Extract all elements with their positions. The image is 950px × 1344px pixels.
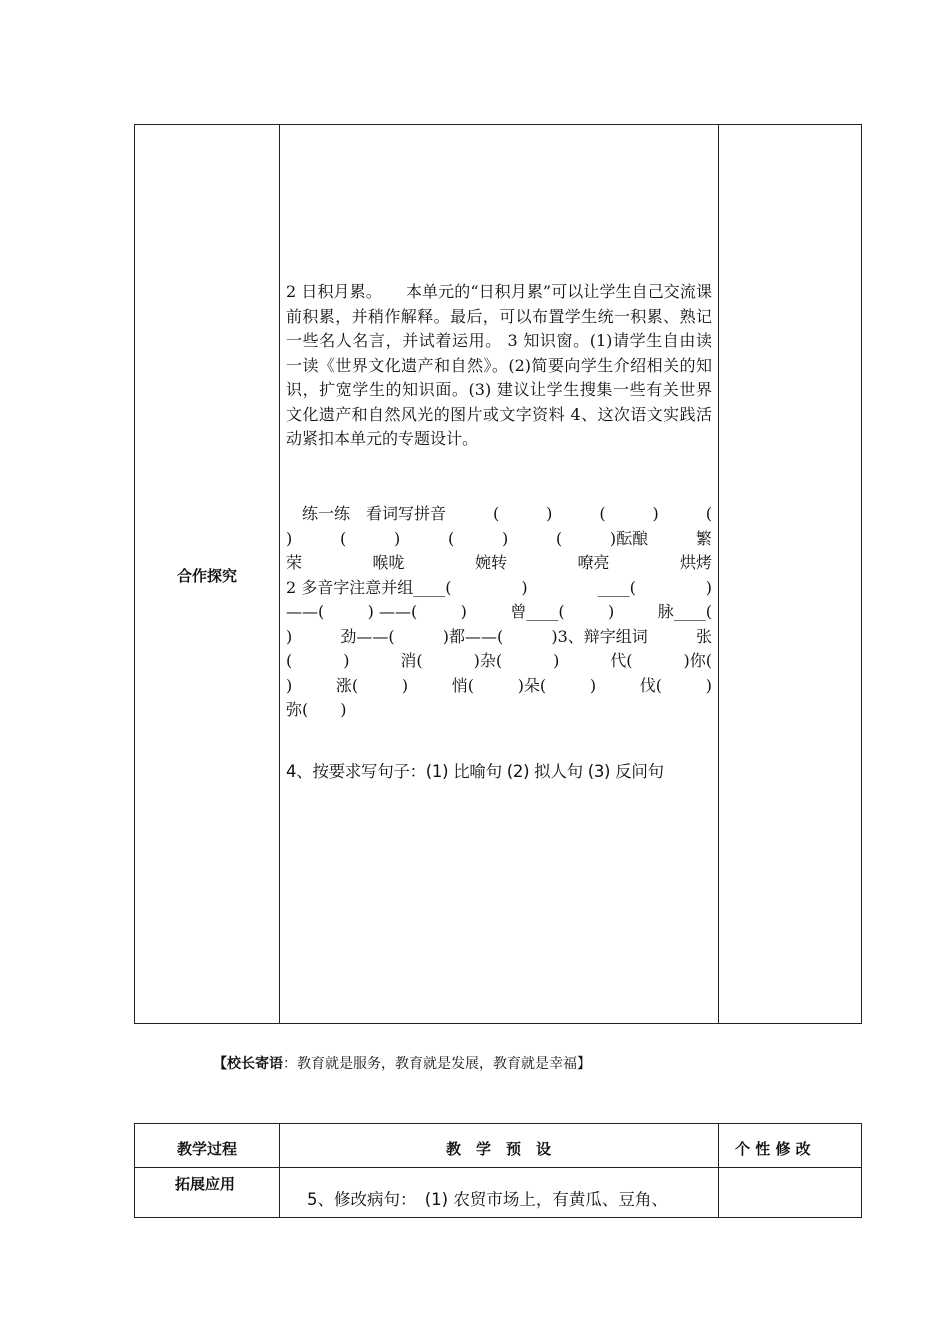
practice-segment: ) ——( xyxy=(367,602,418,621)
practice-segment: ( xyxy=(447,528,455,548)
practice-segment: ) xyxy=(501,528,509,548)
practice-segment: ( xyxy=(555,528,563,548)
column-divider xyxy=(718,125,719,1023)
practice-segment: ) xyxy=(608,602,615,621)
practice-segment: ) xyxy=(705,577,712,597)
row-content-correction: 5、修改病句： (1) 农贸市场上，有黄瓜、豆角、 xyxy=(307,1190,668,1209)
practice-segment: 悄( xyxy=(451,675,475,695)
practice-segment: ) xyxy=(393,528,401,548)
practice-segment: 伐( xyxy=(639,675,663,695)
practice-line xyxy=(286,649,712,674)
practice-segment: ) xyxy=(460,602,467,621)
practice-segment: 代( xyxy=(610,651,633,670)
column-divider xyxy=(279,125,280,1023)
header-teaching-plan: 教 学 预 设 xyxy=(445,1140,551,1158)
practice-segment: ) xyxy=(705,675,712,695)
practice-segment: ) xyxy=(652,504,659,523)
sentence-writing-task: 4、按要求写句子：(1) 比喻句 (2) 拟人句 (3) 反问句 xyxy=(286,762,664,781)
practice-segment: 嘹亮 xyxy=(577,553,610,572)
practice-segment: )你( xyxy=(683,651,712,670)
column-divider xyxy=(718,1124,719,1217)
practice-segment: ) xyxy=(286,675,293,695)
practice-segment: 曾____( xyxy=(510,602,565,621)
motto-text: ：教育就是服务，教育就是发展，教育就是幸福】 xyxy=(283,1056,591,1072)
practice-line xyxy=(286,576,712,601)
practice-segment: ( xyxy=(286,651,293,670)
practice-exercises xyxy=(286,502,712,723)
practice-segment: 弥( ) xyxy=(286,700,347,719)
practice-line xyxy=(286,551,712,576)
practice-segment: )朵( xyxy=(517,675,547,695)
practice-segment: )3、辩字组词 xyxy=(551,626,648,646)
practice-segment: 劲——( xyxy=(340,626,395,646)
practice-segment: ) xyxy=(553,651,560,670)
practice-segment: ( xyxy=(492,504,500,523)
header-teaching-process: 教学过程 xyxy=(176,1140,237,1158)
practice-segment: )酝酿 xyxy=(609,528,649,548)
practice-line xyxy=(286,698,712,723)
practice-segment: ( xyxy=(599,504,606,523)
motto-title: 【校长寄语 xyxy=(213,1056,283,1072)
practice-segment: ——( xyxy=(286,602,325,621)
practice-segment: ( xyxy=(339,528,347,548)
practice-segment: 张 xyxy=(695,626,712,646)
practice-segment: ) xyxy=(343,651,350,670)
practice-segment: ) xyxy=(521,577,528,597)
practice-line xyxy=(286,527,712,552)
row-label-extension: 拓展应用 xyxy=(175,1175,236,1193)
practice-segment: 荣 xyxy=(286,553,303,572)
practice-line xyxy=(286,502,712,527)
practice-segment: 喉咙 xyxy=(372,553,405,572)
principal-motto xyxy=(213,1053,591,1073)
practice-segment: )都——( xyxy=(442,626,504,646)
practice-line xyxy=(286,674,712,699)
paragraph-knowledge: 2 日积月累。 本单元的“日积月累”可以让学生自己交流课前积累，并稍作解释。最后，可以布置学生统一积累、熟记一些名人名言，并试着运用。 3 知识窗。(1)请学生自由读一读《世界文化遗产和自然》。(2)简要向学生介绍相关的知识，扩宽学生的知识面。(3) 建议让学生搜集一些有关世界文化遗产和自然风光的图片或文字资料 4、这次语文实践活动紧扣本单元的专题设计。 xyxy=(286,282,712,448)
practice-segment: ( xyxy=(705,504,712,523)
practice-segment: 2 多音字注意并组____( xyxy=(286,577,452,597)
practice-segment: 脉____( xyxy=(657,602,712,621)
practice-segment: 消( xyxy=(400,651,423,670)
practice-segment: 烘烤 xyxy=(679,553,712,572)
practice-segment: 繁 xyxy=(695,528,712,548)
header-personal-revision: 个 性 修 改 xyxy=(735,1140,811,1158)
practice-segment: ) xyxy=(546,504,553,523)
practice-segment: 婉转 xyxy=(474,553,507,572)
practice-line xyxy=(286,600,712,625)
practice-segment: ) xyxy=(286,626,293,646)
practice-segment: 练一练 看词写拼音 xyxy=(286,504,447,523)
practice-segment: ____( xyxy=(597,577,636,597)
practice-line xyxy=(286,625,712,650)
practice-segment: ) xyxy=(286,528,293,548)
row-label-cooperative-inquiry: 合作探究 xyxy=(176,567,237,585)
practice-segment: ) xyxy=(589,675,597,695)
practice-segment: )杂( xyxy=(473,651,503,670)
practice-segment: 涨( xyxy=(335,675,359,695)
header-divider xyxy=(135,1167,861,1168)
lesson-table-2 xyxy=(134,1123,862,1218)
practice-segment: ) xyxy=(401,675,409,695)
